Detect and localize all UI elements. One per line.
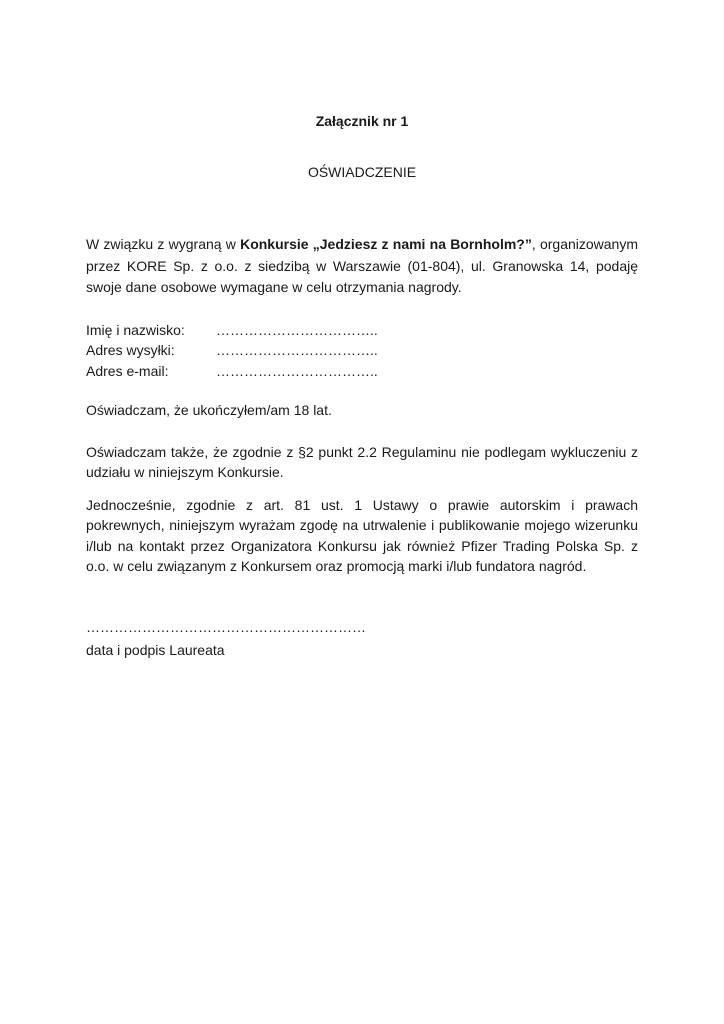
field-row-name — [86, 320, 638, 340]
signature-caption: data i podpis Laureata — [86, 642, 225, 658]
statement-rules: Oświadczam także, że zgodnie z §2 punkt 2.2 Regulaminu nie podlegam wykluczeniu z udziału w niniejszym Konkursie. — [86, 444, 638, 481]
field-value-name: …………………………….. — [216, 322, 378, 338]
document-title: Załącznik nr 1 — [315, 113, 409, 129]
intro-text-after: , organizowanym przez KORE Sp. z o.o. z siedzibą w Warszawie (01-804), ul. Granowska 14, podaję swoje dane osobowe wymagane w celu otrzymania nagrody. — [86, 236, 639, 296]
field-value-email: …………………………….. — [216, 362, 378, 379]
statement-age: Oświadczam, że ukończyłem/am 18 lat. — [86, 402, 332, 418]
field-label-address: Adres wysyłki: — [86, 342, 175, 359]
field-row-address — [86, 340, 638, 360]
intro-paragraph — [86, 234, 638, 299]
document-subtitle: OŚWIADCZENIE — [307, 164, 417, 180]
field-label-name: Imię i nazwisko: — [86, 322, 185, 338]
field-value-address: …………………………….. — [216, 342, 378, 359]
statement-consent: Jednocześnie, zgodnie z art. 81 ust. 1 Ustawy o prawie autorskim i prawach pokrewnych, niniejszym wyrażam zgodę na utrwalenie i publikowanie mojego wizerunku i/lub na kontakt przez Organizatora Konkursu jak również Pfizer Trading Polska Sp. z o.o. w celu związanym z Konkursem oraz promocją marki i/lub fundatora nagród. — [86, 497, 638, 574]
field-label-email: Adres e-mail: — [86, 362, 169, 379]
field-row-email — [86, 361, 638, 381]
signature-line: …………………………………………………… — [86, 619, 366, 635]
personal-data-fields — [86, 320, 638, 381]
intro-text-before: W związku z wygraną w — [86, 236, 241, 252]
contest-name: Konkursie „Jedziesz z nami na Bornholm?” — [240, 236, 532, 252]
